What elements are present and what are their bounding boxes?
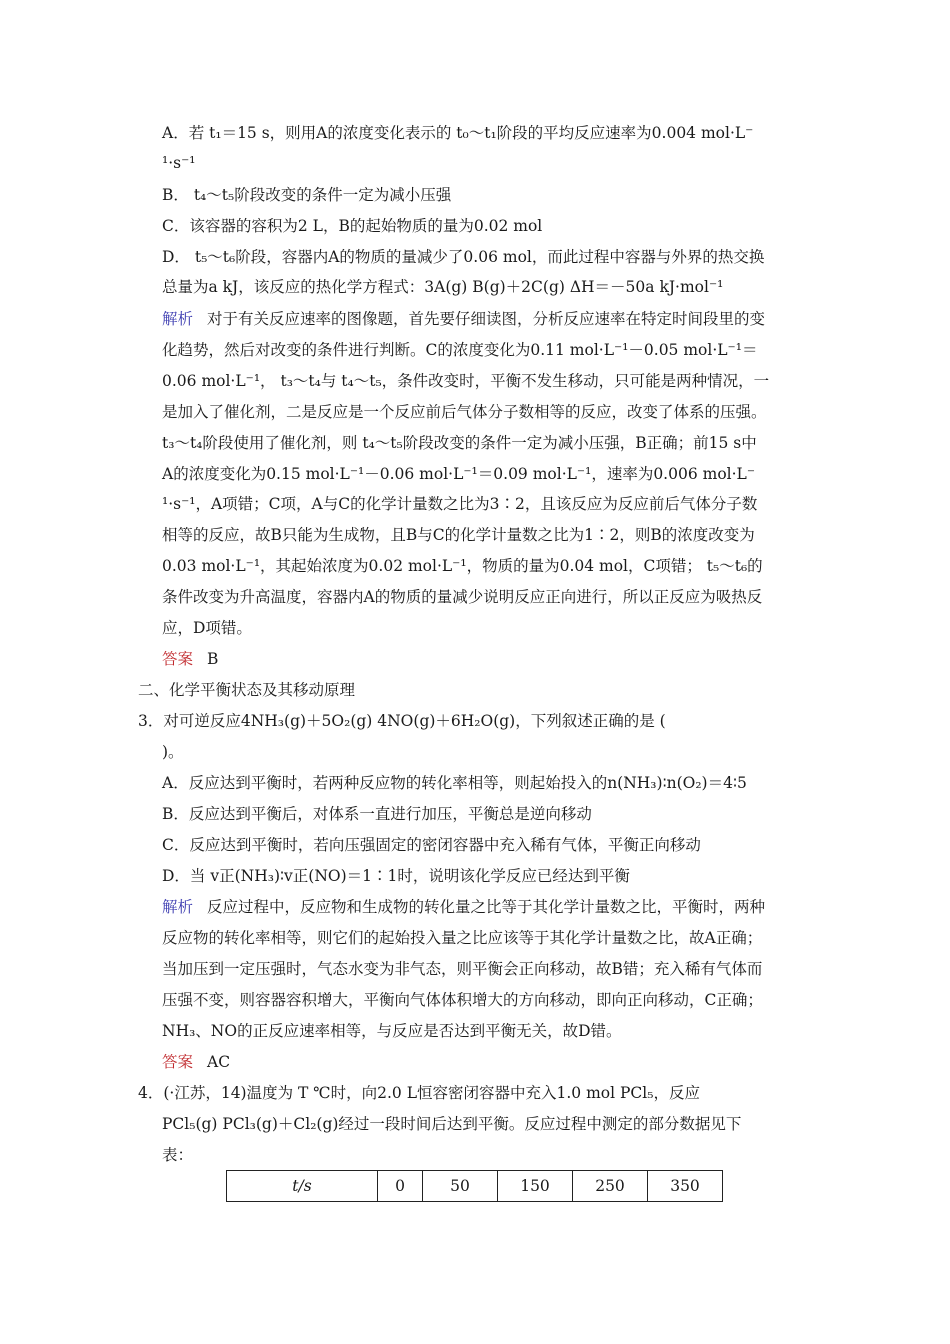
table-row: [227, 1171, 723, 1202]
text-line: [162, 989, 763, 1011]
line-text: 二、化学平衡状态及其移动原理: [138, 681, 356, 699]
table-cell: 150: [498, 1171, 573, 1202]
text-line: [162, 493, 757, 515]
text-line: [162, 648, 218, 670]
table-cell: 0: [378, 1171, 423, 1202]
line-text: A的浓度变化为0.15 mol·L⁻¹－0.06 mol·L⁻¹＝0.09 mol·L⁻¹，速率为0.006 mol·L⁻: [162, 465, 756, 483]
text-line: [162, 246, 764, 268]
line-text: AC: [207, 1053, 231, 1071]
line-text: PCl₅(g) PCl₃(g)＋Cl₂(g)经过一段时间后达到平衡。反应过程中测定的部分数据见下: [162, 1115, 742, 1133]
text-line: [162, 276, 723, 298]
line-text: 相等的反应，故B只能为生成物，且B与C的化学计量数之比为1∶2，则B的浓度改变为: [162, 526, 755, 544]
line-text: C．该容器的容积为2 L，B的起始物质的量为0.02 mol: [162, 217, 543, 235]
text-line: [162, 432, 757, 454]
line-text: 压强不变，则容器容积增大，平衡向气体体积增大的方向移动，即向正向移动，C正确；: [162, 991, 763, 1009]
answer-label: 答案: [162, 650, 194, 668]
line-text: 化趋势，然后对改变的条件进行判断。C的浓度变化为0.11 mol·L⁻¹－0.05 mol·L⁻¹＝: [162, 341, 758, 359]
text-line: [138, 1082, 700, 1104]
table-cell: 350: [648, 1171, 723, 1202]
line-text: C．反应达到平衡时，若向压强固定的密闭容器中充入稀有气体，平衡正向移动: [162, 836, 701, 854]
line-text: A．反应达到平衡时，若两种反应物的转化率相等，则起始投入的n(NH₃)∶n(O₂)＝4∶5: [162, 774, 747, 792]
text-line: [162, 1051, 230, 1073]
text-line: [162, 1144, 193, 1166]
line-text: 对于有关反应速率的图像题，首先要仔细读图，分析反应速率在特定时间段里的变: [207, 310, 766, 328]
text-line: [162, 1113, 741, 1135]
line-text: ¹·s⁻¹: [162, 154, 196, 172]
table-cell: 50: [423, 1171, 498, 1202]
line-text: ¹·s⁻¹，A项错；C项，A与C的化学计量数之比为3∶2，且该反应为反应前后气体分子数: [162, 495, 758, 513]
text-line: [162, 122, 753, 144]
line-text: t₃～t₄阶段使用了催化剂，则 t₄～t₅阶段改变的条件一定为减小压强，B正确；前15 s中: [162, 434, 757, 452]
text-line: [162, 184, 451, 206]
text-line: [138, 710, 666, 732]
line-text: 反应过程中，反应物和生成物的转化量之比等于其化学计量数之比，平衡时，两种: [207, 898, 766, 916]
line-text: 是加入了催化剂，二是反应是一个反应前后气体分子数相等的反应，改变了体系的压强。: [162, 403, 767, 421]
line-text: 0.03 mol·L⁻¹，其起始浓度为0.02 mol·L⁻¹，物质的量为0.04 mol，C项错； t₅～t₆的: [162, 557, 763, 575]
line-text: )。: [162, 743, 184, 761]
analysis-label: 解析: [162, 898, 194, 916]
text-line: [162, 896, 765, 918]
line-text: 0.06 mol·L⁻¹， t₃～t₄与 t₄～t₅，条件改变时，平衡不发生移动，只可能是两种情况，一: [162, 372, 770, 390]
line-text: A．若 t₁＝15 s，则用A的浓度变化表示的 t₀～t₁阶段的平均反应速率为0.004 mol·L⁻: [162, 124, 754, 142]
line-text: 当加压到一定压强时，气态水变为非气态，则平衡会正向移动，故B错；充入稀有气体而: [162, 960, 763, 978]
text-line: [162, 741, 184, 763]
text-line: [162, 339, 757, 361]
text-line: [162, 463, 755, 485]
line-text: D． t₅～t₆阶段，容器内A的物质的量减少了0.06 mol，而此过程中容器与外界的热交换: [162, 248, 765, 266]
text-line: [162, 803, 592, 825]
text-line: [162, 865, 630, 887]
answer-label: 答案: [162, 1053, 194, 1071]
line-text: B: [207, 650, 219, 668]
analysis-label: 解析: [162, 310, 194, 328]
text-line: [162, 772, 747, 794]
text-line: [162, 617, 252, 639]
line-text: NH₃、NO的正反应速率相等，与反应是否达到平衡无关，故D错。: [162, 1022, 622, 1040]
line-text: B． t₄～t₅阶段改变的条件一定为减小压强: [162, 186, 452, 204]
line-text: 应，D项错。: [162, 619, 252, 637]
text-line: [162, 370, 769, 392]
line-text: 反应物的转化率相等，则它们的起始投入量之比应该等于其化学计量数之比，故A正确；: [162, 929, 763, 947]
data-table: [226, 1170, 723, 1202]
line-text: 总量为a kJ，该反应的热化学方程式：3A(g) B(g)＋2C(g) ΔH＝－50a kJ·mol⁻¹: [162, 278, 724, 296]
table-cell: t/s: [227, 1171, 378, 1202]
table-cell: 250: [573, 1171, 648, 1202]
line-text: 条件改变为升高温度，容器内A的物质的量减少说明反应正向进行，所以正反应为吸热反: [162, 588, 763, 606]
text-line: [162, 958, 762, 980]
line-text: 表：: [162, 1146, 194, 1164]
text-line: [162, 524, 755, 546]
text-line: [162, 927, 762, 949]
text-line: [162, 152, 196, 174]
text-line: [162, 586, 762, 608]
line-text: D．当 v正(NH₃)∶v正(NO)＝1∶1时，说明该化学反应已经达到平衡: [162, 867, 630, 885]
text-line: [138, 679, 355, 701]
text-line: [162, 1020, 622, 1042]
text-line: [162, 555, 763, 577]
text-line: [162, 308, 765, 330]
text-line: [162, 401, 767, 423]
line-text: B．反应达到平衡后，对体系一直进行加压，平衡总是逆向移动: [162, 805, 592, 823]
line-text: 3．对可逆反应4NH₃(g)＋5O₂(g) 4NO(g)＋6H₂O(g)，下列叙述正确的是 (: [138, 712, 666, 730]
text-line: [162, 215, 542, 237]
line-text: 4．(·江苏，14)温度为 T ℃时，向2.0 L恒容密闭容器中充入1.0 mol PCl₅，反应: [138, 1084, 700, 1102]
text-line: [162, 834, 701, 856]
